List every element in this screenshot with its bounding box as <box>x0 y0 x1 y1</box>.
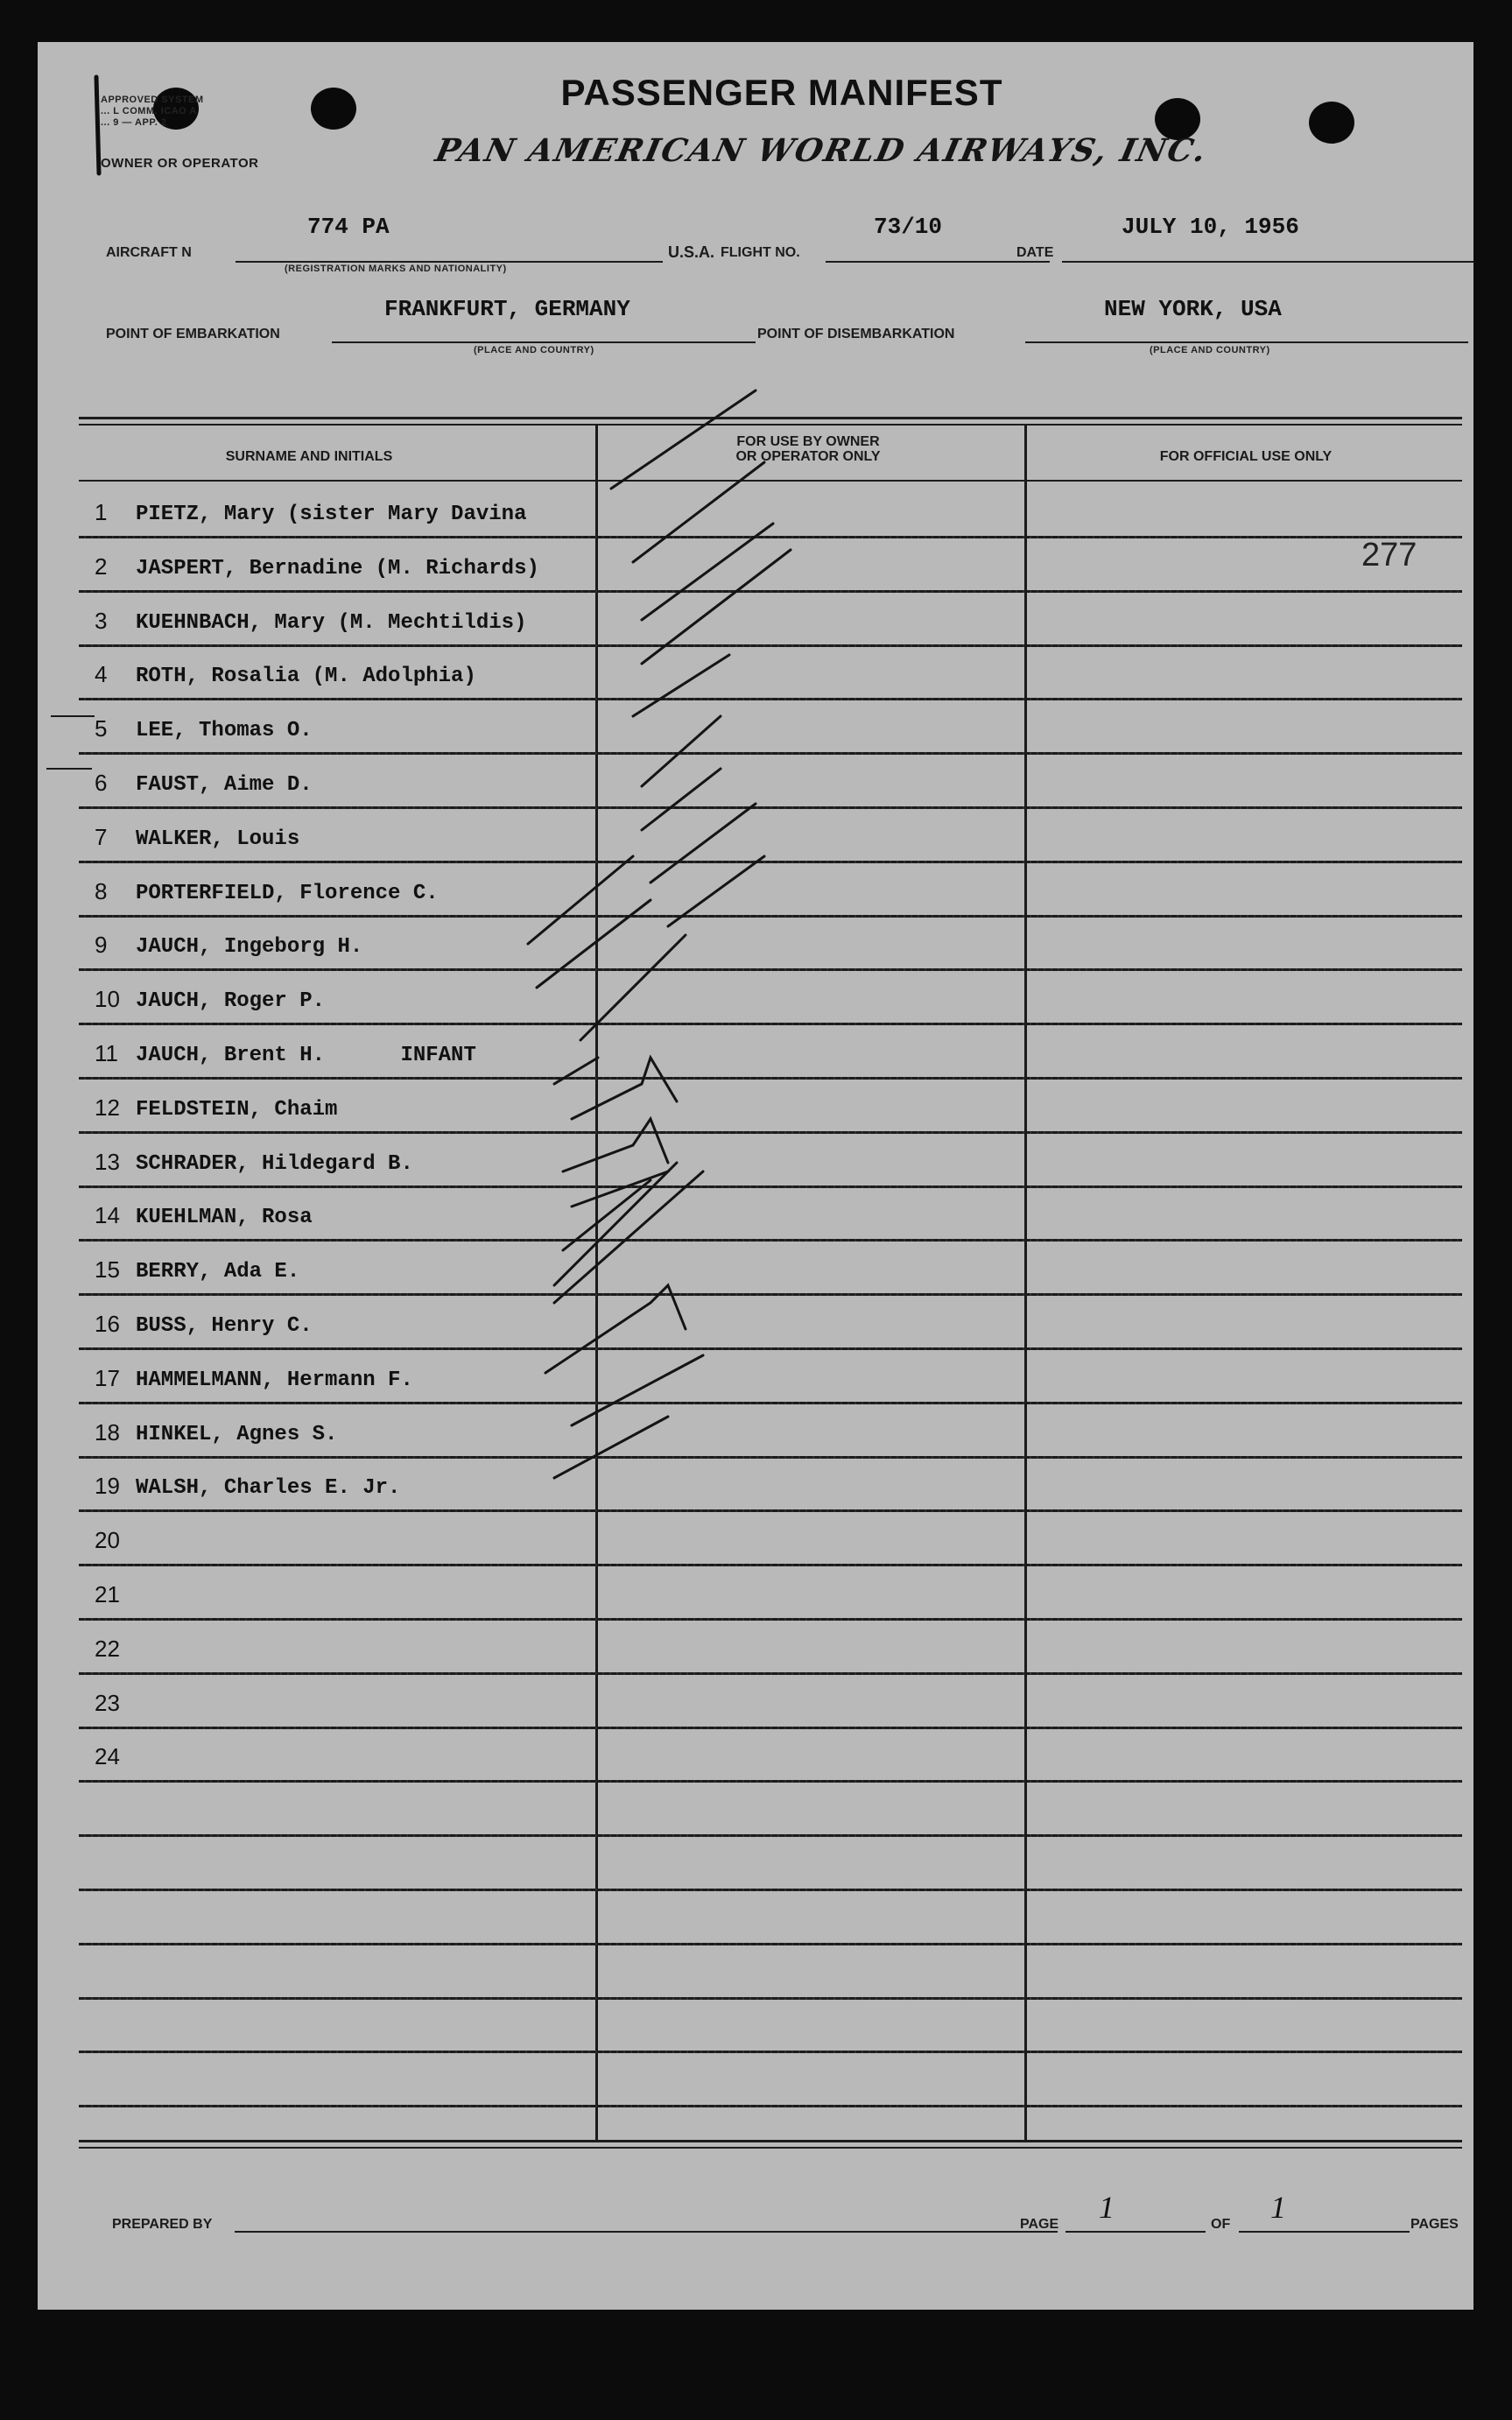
row-number: 11 <box>95 1040 118 1066</box>
row-number: 12 <box>95 1094 120 1121</box>
pages-label: PAGES <box>1410 2217 1459 2232</box>
prepared-by-label: PREPARED BY <box>112 2217 213 2232</box>
usa-label: U.S.A. <box>668 243 715 261</box>
row-number: 8 <box>95 877 108 904</box>
passenger-name: FAUST, Aime D. <box>136 773 313 797</box>
passenger-name: KUEHLMAN, Rosa <box>136 1206 313 1230</box>
margin-stroke <box>96 77 99 173</box>
row-number: 15 <box>95 1256 120 1284</box>
official-note: 277 <box>1361 537 1417 573</box>
row-number: 21 <box>95 1581 120 1607</box>
passenger-name: PIETZ, Mary (sister Mary Davina <box>136 503 527 526</box>
page-value: 1 <box>1099 2190 1115 2225</box>
row-number: 16 <box>95 1311 120 1337</box>
owner-use-header-line1: FOR USE BY OWNER <box>736 434 880 449</box>
passenger-name: HAMMELMANN, Hermann F. <box>136 1368 413 1392</box>
passenger-name: JASPERT, Bernadine (M. Richards) <box>136 556 539 580</box>
passenger-name: BUSS, Henry C. <box>136 1314 313 1338</box>
registration-caption: (REGISTRATION MARKS AND NATIONALITY) <box>285 264 507 274</box>
of-value: 1 <box>1270 2190 1286 2225</box>
passenger-name: JAUCH, Ingeborg H. <box>136 935 363 960</box>
row-number: 18 <box>95 1418 120 1446</box>
of-label: OF <box>1211 2217 1231 2232</box>
surname-column-header: SURNAME AND INITIALS <box>225 449 393 464</box>
page-label: PAGE <box>1020 2217 1059 2232</box>
passenger-name: JAUCH, Roger P. <box>136 989 326 1014</box>
aircraft-value: 774 PA <box>307 214 390 240</box>
manifest-sheet <box>38 42 1473 2310</box>
flight-no-label: FLIGHT NO. <box>721 245 800 260</box>
passenger-name: PORTERFIELD, Florence C. <box>136 881 439 905</box>
passenger-name: HINKEL, Agnes S. <box>136 1422 338 1446</box>
row-number: 19 <box>95 1473 120 1500</box>
row-number: 17 <box>95 1364 120 1391</box>
passenger-name: WALSH, Charles E. Jr. <box>136 1476 401 1501</box>
disembarkation-value: NEW YORK, USA <box>1104 296 1282 322</box>
row-number: 10 <box>95 986 120 1013</box>
row-number: 2 <box>95 552 108 580</box>
owner-use-header-line2: OR OPERATOR ONLY <box>735 449 881 464</box>
row-number: 1 <box>95 499 108 525</box>
disembarkation-label: POINT OF DISEMBARKATION <box>757 327 955 341</box>
airline-name: PAN AMERICAN WORLD AIRWAYS, INC. <box>432 132 1212 169</box>
row-number: 22 <box>95 1635 120 1662</box>
passenger-name: WALKER, Louis <box>136 827 300 851</box>
row-number: 13 <box>95 1148 120 1175</box>
embarkation-value: FRANKFURT, GERMANY <box>384 296 630 322</box>
page-title: PASSENGER MANIFEST <box>560 72 1003 113</box>
passenger-name: ROTH, Rosalia (M. Adolphia) <box>136 665 476 689</box>
disembarkation-caption: (PLACE AND COUNTRY) <box>1150 345 1270 355</box>
official-use-column-header: FOR OFFICIAL USE ONLY <box>1159 449 1333 464</box>
row-number: 4 <box>95 661 108 688</box>
left-margin-marks <box>38 42 1473 2310</box>
passenger-name: LEE, Thomas O. <box>136 719 313 743</box>
row-number: 14 <box>95 1202 120 1229</box>
row-number: 6 <box>95 770 108 796</box>
passenger-name: KUEHNBACH, Mary (M. Mechtildis) <box>136 610 527 635</box>
embarkation-caption: (PLACE AND COUNTRY) <box>474 345 594 355</box>
row-number: 23 <box>95 1689 120 1716</box>
row-number: 5 <box>95 715 108 742</box>
aircraft-label: AIRCRAFT N <box>106 245 192 260</box>
row-number: 20 <box>95 1527 120 1554</box>
date-label: DATE <box>1016 245 1054 260</box>
passenger-name: FELDSTEIN, Chaim <box>136 1097 338 1122</box>
date-value: JULY 10, 1956 <box>1122 214 1299 240</box>
passenger-name: JAUCH, Brent H. INFANT <box>136 1044 476 1067</box>
owner-label: OWNER OR OPERATOR <box>101 156 259 171</box>
approval-stamp: APPROVED SYSTEM ... L COMM. ICAO A ... 9 — APP. 2 <box>101 95 204 128</box>
row-number: 9 <box>95 932 108 959</box>
passenger-name: BERRY, Ada E. <box>136 1260 300 1284</box>
row-number: 24 <box>95 1743 120 1770</box>
row-number: 7 <box>95 823 108 850</box>
flight-no-value: 73/10 <box>874 214 943 240</box>
passenger-name: SCHRADER, Hildegard B. <box>136 1151 413 1176</box>
embarkation-label: POINT OF EMBARKATION <box>106 327 280 341</box>
row-number: 3 <box>95 607 108 634</box>
